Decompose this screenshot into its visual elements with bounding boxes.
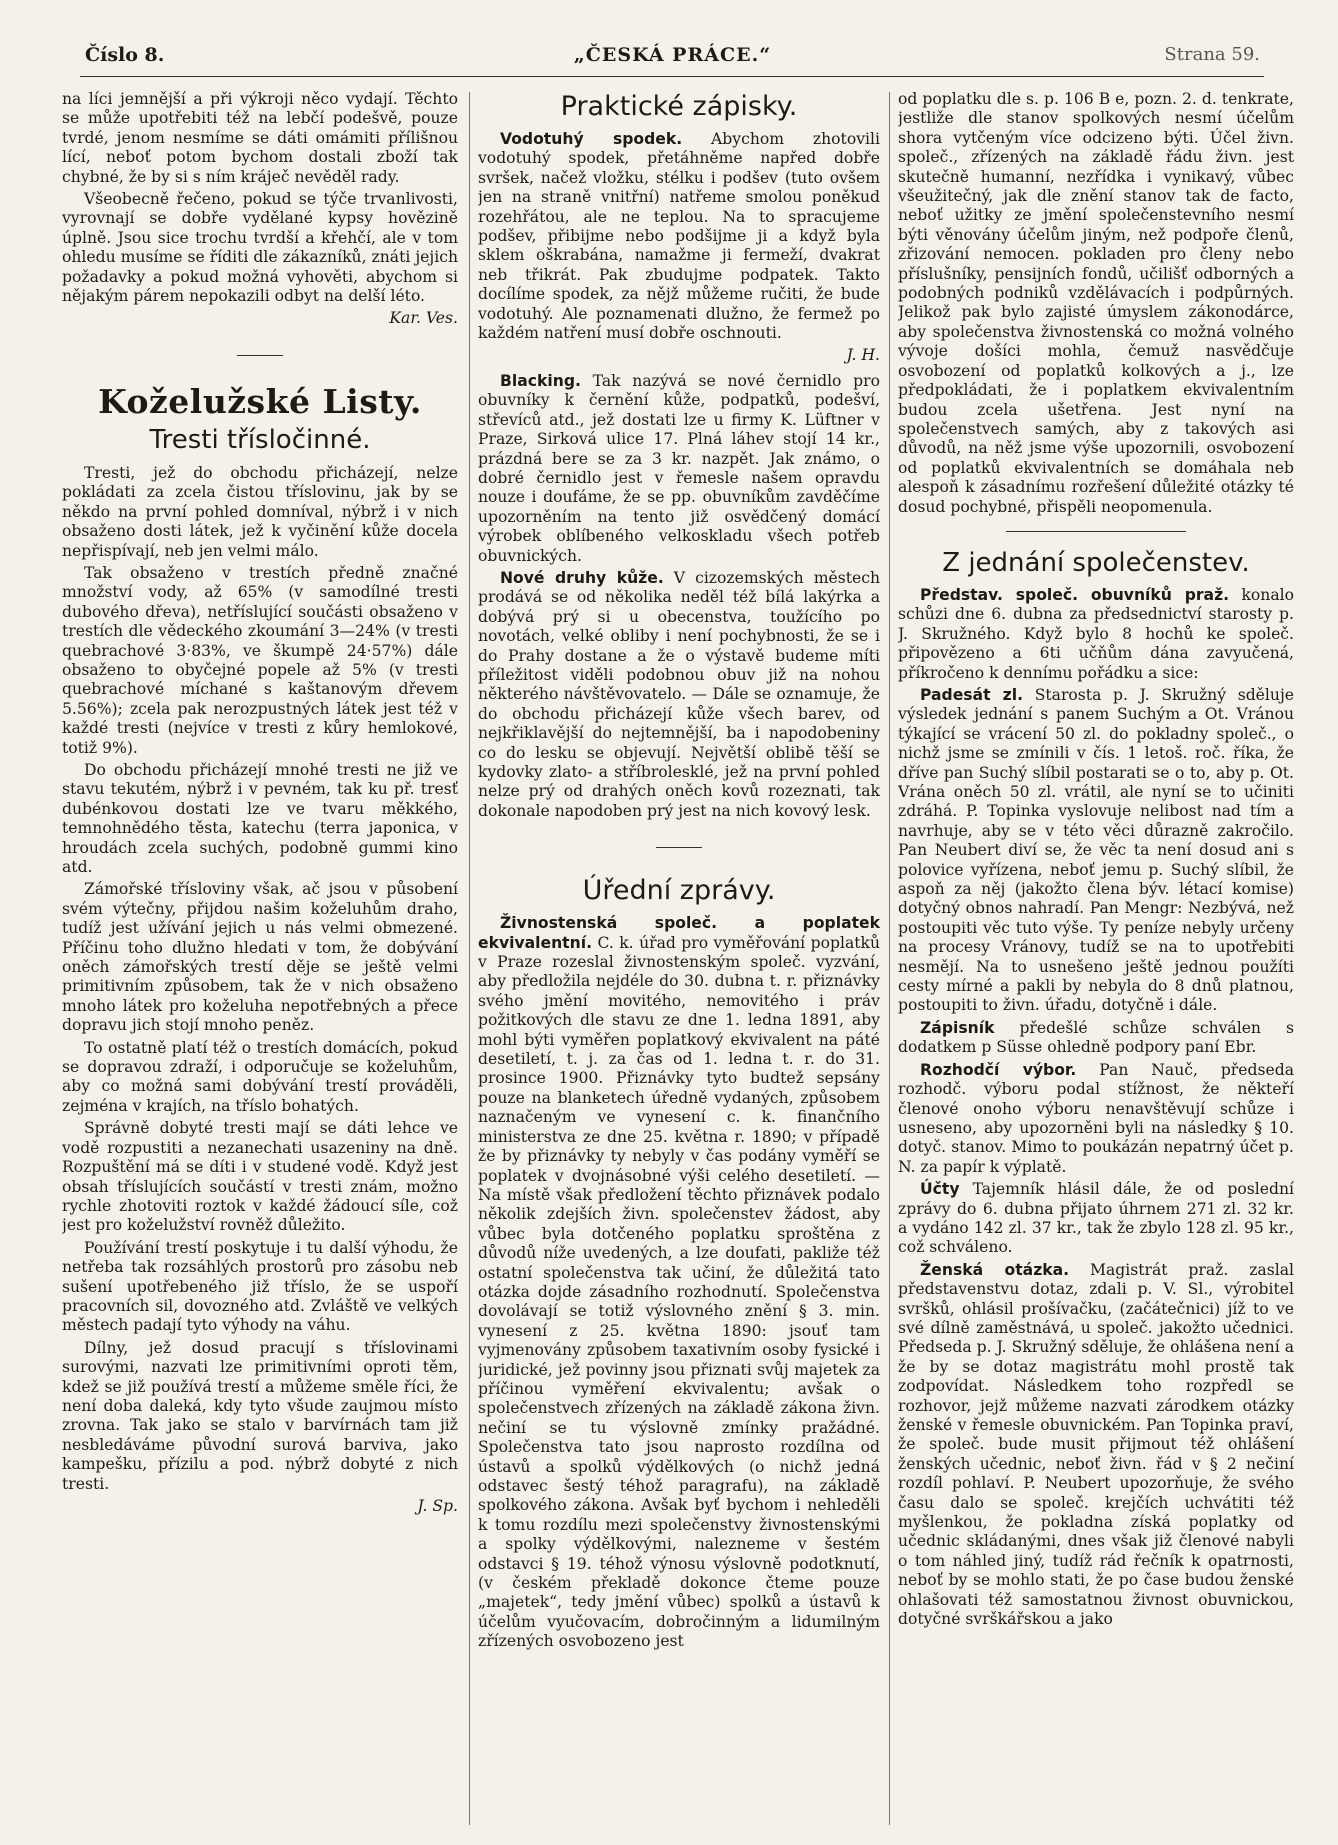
paragraph: Používání trestí poskytuje i tu další výhodu, že netřeba tak rozsáhlých prostorů pro zásobu neb sušení upotřebeného již tříslo, že se uspoří pracovních sil, dovozného atd. Zvláště ve velkých městech padají tyto výhody na váhu. (62, 1238, 458, 1335)
article-body: V cizozemských městech prodává se od několika neděl též bílá lakýrka a dobývá prý si u obecenstva, toužícího po novotách, velké obliby i není pochybnosti, že se i do Prahy dostane a že o výstavě budeme míti příležitost viděli podobnou obuv již na nohou některého návštěvovatelo. — Dále se oznamuje, že do obchodu přicházejí kůže všech barev, od nejkřiklavější do nejtemnější, ba i napodobeniny co do lesku se objevují. Největší oblibě těší se kydovky zlato- a stříbrolesklé, jež na první pohled nelze prý od drahých oněch kovů rozeznati, tak dokonale napodoben prý jest na nich kovový lesk. (478, 568, 880, 820)
section-title-z-jednani-spolecenstev: Z jednání společenstev. (942, 547, 1250, 578)
page-header (85, 44, 1260, 74)
article-heading: Vodotuhý spodek. (500, 130, 683, 148)
separator-rule (656, 847, 702, 848)
article-body: předešlé schůze schválen s dodatkem p Süsse ohledně podpory paní Ebr. (898, 1018, 1294, 1057)
article-body: C. k. úřad pro vyměřování poplatků v Praze rozeslal živnostenským společ. vyzvání, aby předložila nejdéle do 30. dubna t. r. přiznávky svého jmění movitého, nemovitého i práv požitkových dle stavu ze dne 1. ledna 1891, aby mohl býti vyměřen poplatkový ekvivalent na páté desetiletí, t. j. za čas od 1. ledna t. r. do 31. prosince 1900. Přiznávky tyto budtež sepsány pouze na blanketech úředně vydaných, způsobem naznačeným ve vynesení c. k. finančního ministerstva ze dne 25. května r. 1890; v případě že by přiznávky ty nebyly v čas podány vyměří se poplatek v dvojnásobné výši celého desetiletí. — Na místě však předložení těchto přiznávek podalo několik zdejších živn. společenstev žádost, aby vůbec byla dotčeného poplatku sproštěna z důvodů níže uvedených, a lze doufati, pakliže též ostatní společenstva tak učiní, že důležitá tato otázka dojde zásadního rozhodnutí. Společenstva dovolávají se totiž výslovného znění § 3. min. vynesení z 25. května 1890: jsouť tam vyjmenovány způsobem taxativním osoby fysické i juridické, jež povinny jsou přiznati svůj majetek za příčinou vyměření ekvivalentu; avšak o společenstvech zřízených na základě zákona živn. nečiní se tu výslovně zmínky pražádné. Společenstva tato jsou naprosto rozdílna od ústavů a spolků výdělkových (o nichž jedná odstavec šestý téhož paragrafu), na základě spolkového zákona. Avšak byť bychom i nehleděli k tomu rozdílu mezi společenstvy živnostenskými a spolky výdělkovými, nalezneme v šestém odstavci § 19. téhož výnosu výslovně podotknutí, (v českém překladě dokonce čteme pouze „majetek“, tedy jmění vůbec) spolků a ústavů k účelům vyučovacím, dobročinným a lidumilným zřízených osvobozeno jest (478, 933, 880, 1651)
column-3 (898, 90, 1294, 1825)
article-heading: Zápisník (920, 1018, 995, 1037)
column-1 (62, 90, 458, 1825)
article-heading: Rozhodčí výbor. (920, 1060, 1077, 1079)
paragraph: To ostatně platí též o trestích domácích, pokud se dopravou zdraží, i odporučuje se koželuhům, aby co možná sami dobývání trestí prováděli, zejména v krajích, na tříslo bohatých. (62, 1038, 458, 1115)
article-heading: Účty (920, 1180, 960, 1199)
signature: Kar. Ves. (389, 309, 458, 328)
article-heading: Nové druhy kůže. (500, 568, 664, 587)
paragraph: Do obchodu přicházejí mnohé tresti ne již ve stavu tekutém, nýbrž i v pevném, tak ku př. tresť dubénkovou dostati lze ve tvaru měkkého, temnohnědého těsta, katechu (terra japonica, v hroudách zcela suchých, podobně gummi kino atd. (62, 760, 458, 876)
article-body: Tajemník hlásil dále, že od poslední zprávy do 6. dubna přijato úhrnem 271 zl. 32 kr. a vydáno 142 zl. 37 kr., tak že zbylo 128 zl. 95 kr., což schváleno. (898, 1180, 1294, 1257)
separator-rule (1006, 531, 1186, 532)
paragraph: Zámořské tříslovinу však, ač jsou v působení svém výtečny, přijdou našim koželuhům draho, tudíž jest užívání jejich u nás velmi obmezené. Příčinu toho dlužno hledati v tom, že dobývání oněch zámořských trestí děje se ještě velmi primitivním způsobem, tak že v nich obsaženo mnoho látek pro koželuha nepotřebných a přece dopravu jich stojí mnoho peněz. (62, 880, 458, 1035)
article-body: Pan Nauč, předseda rozhodč. výboru podal stížnost, že někteří členové onoho výboru nenavštěvují schůze i usneseno, aby upozorněni byli na následky § 10. dotyč. stanov. Mimo to poukázán nepatrný účet p. N. za papír k výplatě. (898, 1060, 1294, 1176)
paragraph: Tresti, jež do obchodu přicházejí, nelze pokládati za zcela čistou tříslovinu, jak by se někdo na první pohled domníval, nýbrž i v nich obsaženo dosti látek, jež k vyčinění kůže docela nepřispívají, neb jen velmi málo. (62, 463, 458, 560)
section-title-kozeluzske-listy: Koželužské Listy. (98, 381, 422, 421)
column-divider-1 (469, 92, 470, 1825)
article-heading: Ženská otázka. (920, 1260, 1070, 1279)
signature: J. Sp. (417, 1497, 458, 1515)
article-heading: Blacking. (500, 371, 581, 390)
article-body: Magistrát praž. zaslal představenstvu dotaz, zdali p. V. Sl., výrobitel svršků, ohlásil prošívačku, (začátečnici) jíž to ve své dílně zaměstnává, u společ. jakožto učednici. Předseda p. J. Skružný sděluje, že ohlášena není a že by se dotaz magistrátu mohl prostě tak zodpovídat. Následkem toho rozpředl se rozhovor, jejž můžeme nazvati zárodkem otázky ženské v řemesle obuvnickém. Pan Topinka praví, že společ. bude musit přijmout též ohlášení ženských učednic, neboť živn. řád v § 2 nečiní rozdíl pohlaví. P. Neubert upozorňuje, že svého času dalo se společ. krejčích uchvátiti též myšlenkou, že pokladna získá poplatky od učednic skládanými, dnes však již členové nabyli o tom náhled jiný, tudíž rád řečník k opatrnosti, neboť by se mohlo stati, že po čase budou ženské ohlašovati též samostatnou živnost obuvnickou, dotyčné svrškářskou a jako (898, 1260, 1294, 1629)
paragraph: Tak obsaženo v trestích předně značné množství vody, až 65% (v samodílné tresti dubového dřeva), netříslující součásti obsaženo v trestích dle vědeckého zkoumání 3—24% (v tresti quebrachové 3·83%, ve škumpě 24·57%) dále obsaženo to obyčejné popele až 5% (v tresti quebrachové míchané s kaštanovým dřevem 5.56%); zcela pak nerozpustných látek jest též v každé tresti (nejvíce v tresti z kůry hemlokové, totiž 9%). (62, 563, 458, 757)
article-body: Tak nazývá se nové černidlo pro obuvníky k černění kůže, podpatků, podešví, střevíců atd., jež dostati lze u firmy K. Lüftner v Praze, Sirková ulice 17. Plná láhev stojí 14 kr., prázdná bere se za 3 kr. nazpět. Jak známo, o dobré černidlo jest v řemesle našem opravdu nouze i doufáme, že se pp. obuvníkům zavděčíme upozorněním na tento již osvědčený domácí výrobek oblíbeného velkoskladu všech potřeb obuvnických. (478, 371, 880, 565)
section-title-uredni-zpravy: Úřední zprávy. (582, 875, 776, 907)
article-body: konalo schůzi dne 6. dubna za předsednictví starosty p. J. Skružného. Když bylo 8 hochů ke společ. připovězeno a 6ti učňům dána zavyučená, příkročeno k dennímu pořádku a sice: (898, 585, 1294, 682)
article-body: Starosta p. J. Skružný sděluje výsledek jednání s panem Suchým a Ot. Vránou týkající se vrácení 50 zl. do pokladny společ., o nichž jsme se zmínili v čís. 1 letoš. roč. říka, že dříve pan Suchý slíbil postarati se o to, aby p. Ot. Vrána oněch 50 zl. vrátil, ale nyní se to učiniti zdráhá. P. Topinka vyslovuje nelibost nad tím a navrhuje, aby se v této věci důrazně zakročilo. Pan Neubert diví se, že věc ta není dosud ani s polovice vyřízena, neboť jemu p. Suchý slíbil, že aspoň za něj (jakožto člena býv. létací komise) dotyčný obnos nahradí. Pan Mengr: Nezbývá, než postoupiti věc tuto výše. Ty peníze nebyly určeny na procesy Vránovy, tudíž se na to upotřebiti nesmějí. Na to usnešeno ještě jednou použíti cesty mírné a pakli by nebyla do 8 dnů platnou, postoupiti to živn. úřadu, dotyčně i dále. (898, 685, 1294, 1015)
header-rule (80, 76, 1264, 77)
paragraph: Správně dobyté tresti mají se dáti lehce ve vodě rozpustiti a nezanechati usazeniny na dně. Rozpuštění má se díti i v studené vodě. Když jest obsah tříslujících součástí v tresti znám, možno rychle zhotoviti roztok v každé žádoucí síle, což jest pro koželužství rovněž důležito. (62, 1119, 458, 1235)
paragraph: od poplatku dle s. p. 106 B e, pozn. 2. d. tenkrate, jestliže dle stanov spolkových nesmí účelům shora vytčeným více odcizeno býti. Účel živn. společ., zřízených na základě řádu živn. jest skutečně humanní, nezřídka i vynikavý, vůbec všeužitečný, jak dle znění stanov tak de facto, neboť užitky ze jmění společenstevního nesmí býti věnovány účelům jiným, než podpoře členů, zřizování nemocen. pokladen pro členy nebo příslušníky, pensijních fondů, učilišť odborných a podobných podniků vzdělávacích i podpůrných. Jelikož pak bylo zajisté úmyslem zákonodárce, aby společenstva živnostenská co možná volného vývoje došíci mohla, čemuž nasvědčuje osvobození od poplatků kolkových a j., lze předpokládati, že i poplatkem ekvivalentním budou zcela ušetřena. Jest nyní na společenstvech samých, aby z takových asi důvodů, na něž jsme výše upozornili, osvobození od poplatků ekvivalentních se domáhala neb alespoň k zásadnímu rozřešení důležité otázky té dosud pochybné, přispěli neopomenula. (898, 90, 1294, 516)
section-title-prakticke-zapisky: Praktické zápisky. (560, 91, 798, 122)
separator-rule (237, 355, 283, 356)
article-body: Abychom zhotovili vodotuhý spodek, přetáhněme napřed dobře svršek, načež vložku, stélku i podšev (tuto ovšem jen na straně vnitřní) natřeme smolou poněkud rozehřátou, ale ne teplou. Na to spracujeme podšev, přibijme nebo podšijme ji a když byla sklem oškrabána, namažme ji fermeží, dvakrat neb třikrát. Pak zbudujme podpatek. Takto docílíme spodek, za nějž můžeme ručiti, že bude vodotuhý. Ale poznamenati dlužno, že fermež po každém natření musí dobře oschnouti. (478, 130, 880, 343)
issue-number: Číslo 8. (85, 44, 165, 66)
paragraph: Dílny, jež dosud pracují s tříslovinami surovými, nazvati lze primitivními oproti těm, kdež se již používá trestí a můžeme směle říci, že není doba daleká, kdy tyto všude zaujmou místo zrovna. Tak jako se stalo v barvírnách tam již nesbledáváme původní surová barviva, jako kampešku, přízilu a pod. nýbrž dobyté z nich tresti. (62, 1338, 458, 1493)
newspaper-title: „ČESKÁ PRÁCE.“ (573, 44, 772, 66)
column-2 (478, 90, 880, 1825)
article-title: Tresti třísločinné. (149, 424, 371, 455)
article-heading: Padesát zl. (920, 685, 1024, 704)
article-heading: Představ. společ. obuvníků praž. (920, 585, 1230, 604)
paragraph: na líci jemnější a při výkroji něco vydají. Těchto se může upotřebiti též na lebčí podešvě, pouze tvrdé, jenom nesmíme se dáti omámiti přílišnou lící, neboť potom bychom dostali zboží tak chybné, že by si s ním kráječ nevěděl rady. (62, 90, 458, 186)
paragraph: Všeobecně řečeno, pokud se týče trvanlivosti, vyrovnají se dobře vydělané kypsy hovězině úplně. Jsou sice trochu tvrdší a křehčí, ale v tom ohledu musíme se říditi dle zákazníků, znáti jejich požadavky a pokud možná vyhověti, abychom si nějakým párem nepokazili odbyt na delší léto. (62, 190, 458, 306)
article-heading: Živnostenská společ. a poplatek ekvivalentní. (478, 914, 880, 952)
signature: J. H. (846, 346, 880, 365)
column-divider-2 (889, 92, 890, 1825)
page-number: Strana 59. (1164, 44, 1260, 65)
